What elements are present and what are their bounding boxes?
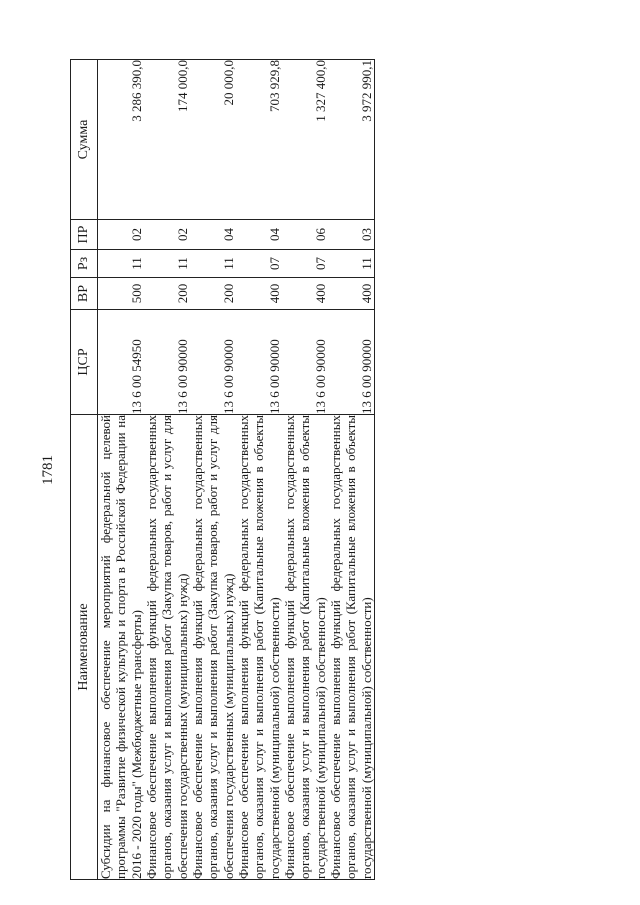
row-csr: 13 6 00 90000 bbox=[190, 310, 236, 415]
row-csr: 13 6 00 54950 bbox=[98, 310, 144, 415]
row-sum: 3 972 990,1 bbox=[328, 60, 374, 220]
table-body bbox=[98, 60, 375, 880]
row-vr: 200 bbox=[144, 278, 190, 310]
header-csr: ЦСР bbox=[71, 310, 98, 415]
row-rz: 11 bbox=[98, 250, 144, 278]
header-sum: Сумма bbox=[71, 60, 98, 220]
header-name: Наименование bbox=[71, 415, 98, 880]
row-name: Финансовое обеспечение выполнения функций федеральных государственных органов, оказания услуг и выполнения работ (Капитальные вложения в объекты государственной (муниципальной) собственности) bbox=[235, 415, 282, 879]
row-sum: 20 000,0 bbox=[190, 60, 236, 220]
row-csr: 13 6 00 90000 bbox=[282, 310, 328, 415]
row-vr: 400 bbox=[328, 278, 374, 310]
row-name: Финансовое обеспечение выполнения функций федеральных государственных органов, оказания услуг и выполнения работ (Капитальные вложения в объекты государственной (муниципальной) собственности) bbox=[327, 415, 374, 879]
row-vr: 400 bbox=[282, 278, 328, 310]
row-rz: 11 bbox=[190, 250, 236, 278]
table-row bbox=[236, 60, 282, 880]
header-rz: Рз bbox=[71, 250, 98, 278]
row-name: Финансовое обеспечение выполнения функций федеральных государственных органов, оказания услуг и выполнения работ (Закупка товаров, работ и услуг для обеспечения государственных (муниципальных) нужд) bbox=[189, 415, 236, 879]
row-vr: 200 bbox=[190, 278, 236, 310]
row-rz: 11 bbox=[328, 250, 374, 278]
table-header bbox=[71, 60, 98, 880]
row-pr: 06 bbox=[282, 220, 328, 250]
row-pr: 02 bbox=[144, 220, 190, 250]
row-csr: 13 6 00 90000 bbox=[144, 310, 190, 415]
row-sum: 3 286 390,0 bbox=[98, 60, 144, 220]
table-row bbox=[328, 60, 374, 880]
header-pr: ПР bbox=[71, 220, 98, 250]
row-name: Субсидии на финансовое обеспечение мероприятий федеральной целевой программы "Развитие физической культуры и спорта в Российской Федерации на 2016 - 2020 годы" (Межбюджетные трансферты) bbox=[98, 415, 144, 879]
row-csr: 13 6 00 90000 bbox=[236, 310, 282, 415]
header-row bbox=[71, 60, 98, 880]
row-pr: 03 bbox=[328, 220, 374, 250]
row-sum: 174 000,0 bbox=[144, 60, 190, 220]
table-row bbox=[144, 60, 190, 880]
row-csr: 13 6 00 90000 bbox=[328, 310, 374, 415]
row-vr: 400 bbox=[236, 278, 282, 310]
header-vr: ВР bbox=[71, 278, 98, 310]
row-pr: 04 bbox=[236, 220, 282, 250]
table-row bbox=[282, 60, 328, 880]
rotated-content bbox=[30, 60, 590, 880]
row-name: Финансовое обеспечение выполнения функций федеральных государственных органов, оказания услуг и выполнения работ (Закупка товаров, работ и услуг для обеспечения государственных (муниципальных) нужд) bbox=[143, 415, 190, 879]
row-pr: 02 bbox=[98, 220, 144, 250]
row-sum: 703 929,8 bbox=[236, 60, 282, 220]
budget-table bbox=[70, 59, 375, 880]
row-rz: 07 bbox=[236, 250, 282, 278]
table-row bbox=[98, 60, 144, 880]
page-number: 1781 bbox=[40, 455, 56, 485]
row-vr: 500 bbox=[98, 278, 144, 310]
row-name: Финансовое обеспечение выполнения функций федеральных государственных органов, оказания услуг и выполнения работ (Капитальные вложения в объекты государственной (муниципальной) собственности) bbox=[281, 415, 328, 879]
row-pr: 04 bbox=[190, 220, 236, 250]
table-row bbox=[190, 60, 236, 880]
row-rz: 07 bbox=[282, 250, 328, 278]
row-sum: 1 327 400,0 bbox=[282, 60, 328, 220]
row-rz: 11 bbox=[144, 250, 190, 278]
